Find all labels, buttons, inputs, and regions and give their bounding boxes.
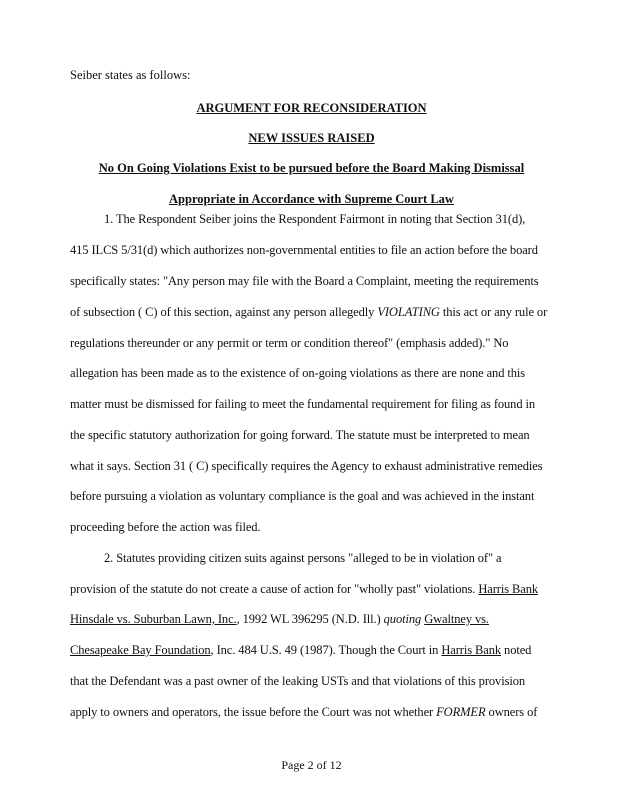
para2-line: [70, 612, 489, 627]
text-run: provision of the statute do not create a cause of action for "wholly past" violations.: [70, 582, 479, 596]
para1-line: allegation has been made as to the existence of on-going violations as there are none and this: [70, 366, 526, 380]
text-run: , 1992 WL 396295 (N.D. Ill.): [236, 612, 384, 626]
para1-line: the specific statutory authorization for going forward. The statute must be interpreted to mean: [70, 428, 530, 442]
para1-line: 1. The Respondent Seiber joins the Respondent Fairmont in noting that Section 31(d),: [104, 212, 526, 226]
para2-line: [70, 643, 531, 658]
heading-appropriate: Appropriate in Accordance with Supreme Court Law: [169, 192, 454, 206]
case-citation: Harris Bank: [441, 643, 502, 657]
emphasis-text: VIOLATING: [377, 305, 440, 319]
case-citation: Gwaltney vs.: [424, 612, 489, 626]
heading-no-ongoing-violations: No On Going Violations Exist to be pursued before the Board Making Dismissal: [98, 161, 525, 175]
text-run: owners of: [485, 705, 538, 719]
para1-line: specifically states: "Any person may file with the Board a Complaint, meeting the requirements: [70, 274, 539, 288]
para2-line: that the Defendant was a past owner of the leaking USTs and that violations of this provision: [70, 674, 526, 688]
text-run: noted: [501, 643, 532, 657]
para1-line: regulations thereunder or any permit or term or condition thereof" (emphasis added)." No: [70, 336, 509, 350]
text-run: apply to owners and operators, the issue before the Court was not whether: [70, 705, 437, 719]
emphasis-text: FORMER: [436, 705, 486, 719]
case-citation: Hinsdale vs. Suburban Lawn, Inc.: [70, 612, 237, 626]
page-number: Page 2 of 12: [281, 758, 342, 772]
para1-line: 415 ILCS 5/31(d) which authorizes non-governmental entities to file an action before the board: [70, 243, 538, 257]
heading-argument: ARGUMENT FOR RECONSIDERATION: [196, 101, 427, 115]
case-citation: Chesapeake Bay Foundation: [70, 643, 211, 657]
case-citation: Harris Bank: [478, 582, 538, 596]
heading-new-issues: NEW ISSUES RAISED: [248, 131, 375, 145]
text-run: of subsection ( C) of this section, against any person allegedly: [70, 305, 378, 319]
intro-text: Seiber states as follows:: [70, 68, 191, 82]
para2-line: [70, 705, 537, 720]
para1-line: matter must be dismissed for failing to meet the fundamental requirement for filing as found in: [70, 397, 536, 411]
para1-line: [70, 305, 547, 320]
para1-line: what it says. Section 31 ( C) specifically requires the Agency to exhaust administrative remedies: [70, 459, 543, 473]
para2-line: [70, 582, 538, 597]
emphasis-text: quoting: [383, 612, 422, 626]
para1-line: before pursuing a violation as voluntary compliance is the goal and was achieved in the instant: [70, 489, 535, 503]
para1-line: proceeding before the action was filed.: [70, 520, 261, 534]
text-run: , Inc. 484 U.S. 49 (1987). Though the Court in: [210, 643, 442, 657]
text-run: this act or any rule or: [439, 305, 548, 319]
para2-line: 2. Statutes providing citizen suits against persons "alleged to be in violation of" a: [104, 551, 502, 565]
